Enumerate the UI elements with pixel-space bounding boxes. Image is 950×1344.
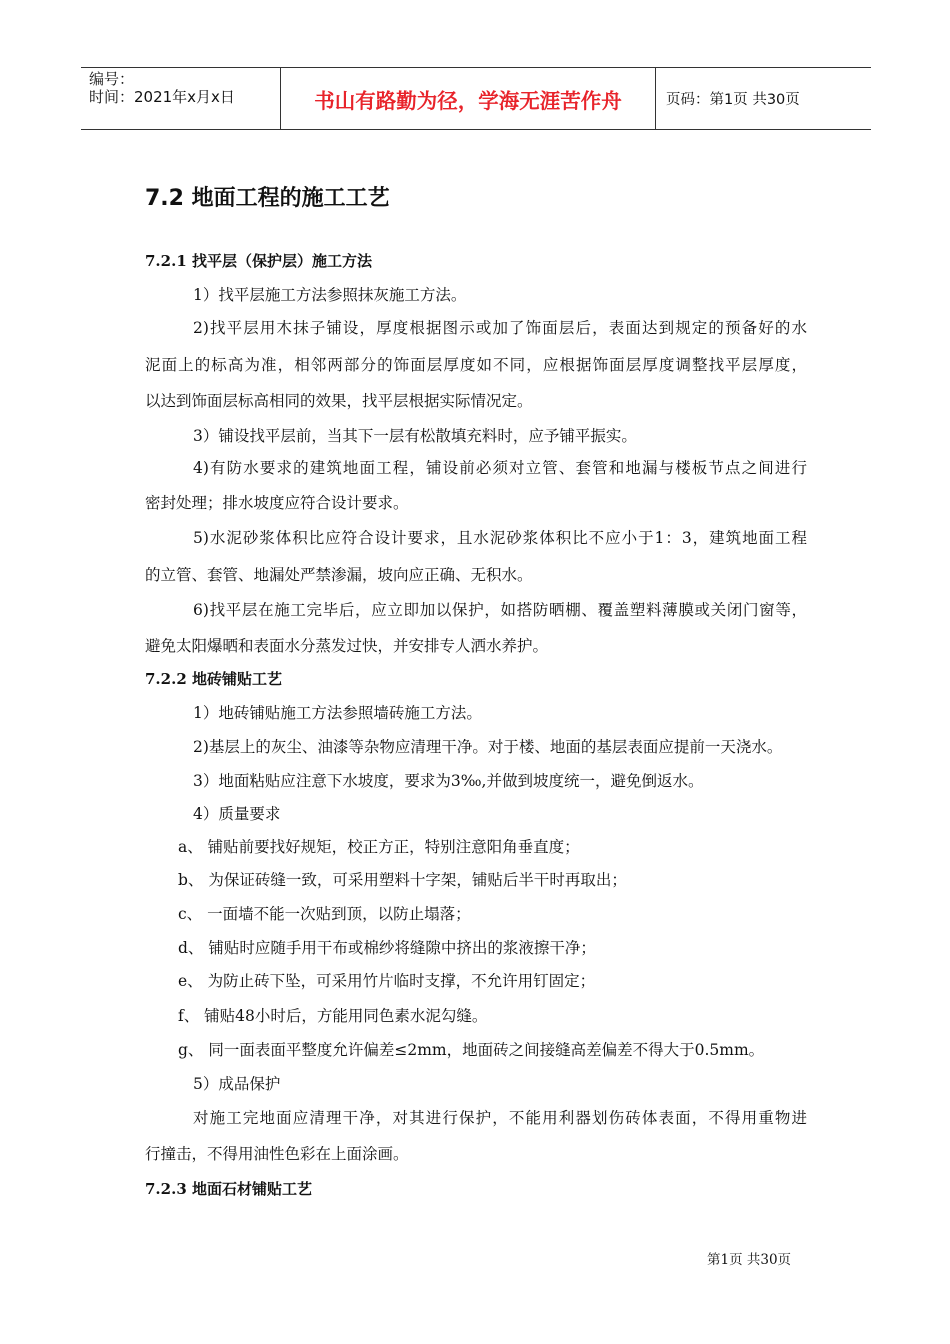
- list-item: a、 铺贴前要找好规矩，校正方正，特别注意阳角垂直度；: [178, 838, 580, 856]
- header-motto: 书山有路勤为径，学海无涯苦作舟: [281, 68, 656, 129]
- list-item: e、 为防止砖下坠，可采用竹片临时支撑，不允许用钉固定；: [178, 972, 596, 990]
- header-page-info: 页码：第1页 共30页: [666, 92, 800, 108]
- subsection-heading-7-2-3: 7.2.3 地面石材铺贴工艺: [145, 1180, 312, 1198]
- paragraph: 对施工完地面应清理干净，对其进行保护，不能用利器划伤砖体表面，不得用重物进: [193, 1109, 807, 1127]
- paragraph: 行撞击，不得用油性色彩在上面涂画。: [145, 1145, 409, 1163]
- paragraph: 1）找平层施工方法参照抹灰施工方法。: [193, 286, 467, 304]
- document-number-label: 编号：: [89, 70, 135, 88]
- page-footer: 第1页 共30页: [707, 1252, 792, 1268]
- paragraph: 3）铺设找平层前，当其下一层有松散填充料时，应予铺平振实。: [193, 427, 637, 445]
- paragraph: 2)基层上的灰尘、油漆等杂物应清理干净。对于楼、地面的基层表面应提前一天浇水。: [193, 738, 783, 756]
- paragraph: 4）质量要求: [193, 805, 281, 823]
- subsection-heading-7-2-1: 7.2.1 找平层（保护层）施工方法: [145, 252, 372, 270]
- header-meta: [81, 68, 281, 129]
- paragraph: 2)找平层用木抹子铺设，厚度根据图示或加了饰面层后，表面达到规定的预备好的水: [193, 319, 807, 337]
- paragraph: 1）地砖铺贴施工方法参照墙砖施工方法。: [193, 704, 482, 722]
- list-item: c、 一面墙不能一次贴到顶，以防止塌落；: [178, 905, 471, 923]
- paragraph: 4)有防水要求的建筑地面工程，铺设前必须对立管、套管和地漏与楼板节点之间进行: [193, 459, 807, 477]
- paragraph: 以达到饰面层标高相同的效果，找平层根据实际情况定。: [145, 392, 533, 410]
- list-item: b、 为保证砖缝一致，可采用塑料十字架，铺贴后半干时再取出；: [178, 871, 627, 889]
- document-header: [81, 67, 871, 130]
- paragraph: 5）成品保护: [193, 1075, 281, 1093]
- list-item: g、 同一面表面平整度允许偏差≤2mm，地面砖之间接缝高差偏差不得大于0.5mm。: [178, 1041, 765, 1059]
- subsection-heading-7-2-2: 7.2.2 地砖铺贴工艺: [145, 670, 282, 688]
- paragraph: 3）地面粘贴应注意下水坡度，要求为3‰,并做到坡度统一，避免倒返水。: [193, 772, 704, 790]
- paragraph: 5)水泥砂浆体积比应符合设计要求，且水泥砂浆体积比不应小于1：3，建筑地面工程: [193, 529, 807, 547]
- document-date: 时间：2021年x月x日: [89, 88, 235, 106]
- paragraph: 泥面上的标高为准，相邻两部分的饰面层厚度如不同，应根据饰面层厚度调整找平层厚度，: [145, 356, 807, 374]
- paragraph: 密封处理；排水坡度应符合设计要求。: [145, 494, 409, 512]
- section-title: 7.2 地面工程的施工工艺: [145, 186, 390, 211]
- list-item: d、 铺贴时应随手用干布或棉纱将缝隙中挤出的浆液擦干净；: [178, 939, 596, 957]
- list-item: f、 铺贴48小时后，方能用同色素水泥勾缝。: [178, 1007, 488, 1025]
- paragraph: 6)找平层在施工完毕后，应立即加以保护，如搭防晒棚、覆盖塑料薄膜或关闭门窗等，: [193, 601, 807, 619]
- paragraph: 避免太阳爆晒和表面水分蒸发过快，并安排专人洒水养护。: [145, 637, 549, 655]
- paragraph: 的立管、套管、地漏处严禁渗漏，坡向应正确、无积水。: [145, 566, 533, 584]
